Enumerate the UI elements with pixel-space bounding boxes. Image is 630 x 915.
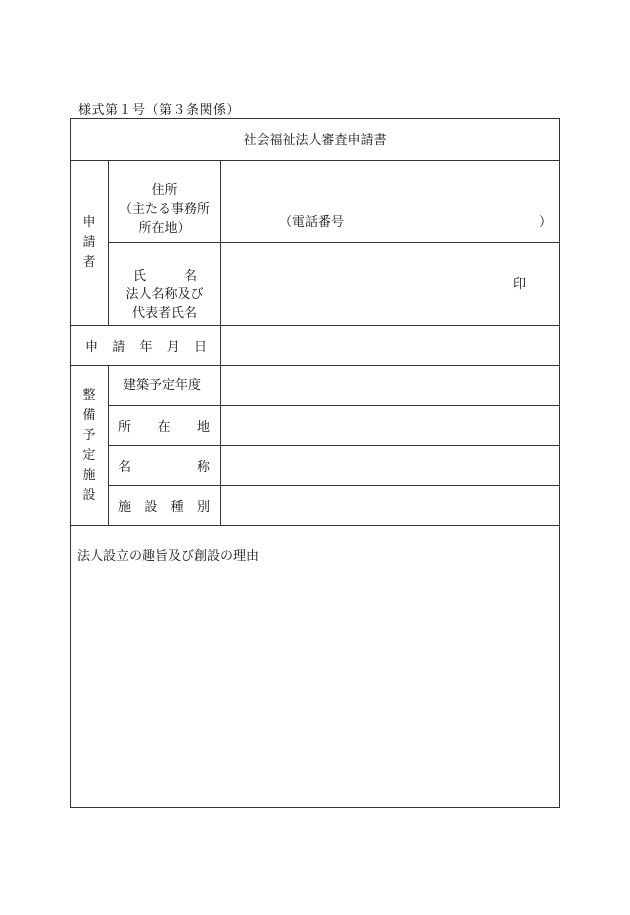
divider-name: [108, 485, 559, 486]
application-date-label: 申 請 年 月 日: [85, 340, 207, 355]
divider-applicant-label: [220, 160, 221, 325]
facility-name-label: 名 称: [118, 460, 210, 475]
divider-facility-label: [220, 365, 221, 525]
phone-field-close: ）: [539, 215, 553, 230]
divider-facility-group: [108, 365, 109, 525]
divider-year: [108, 405, 559, 406]
facility-type-label: 施 設 種 別: [118, 500, 210, 515]
divider-date-label: [220, 325, 221, 365]
name-label-chars: 氏 名: [133, 269, 197, 284]
facility-group-label: 整 備 予 定 施 設: [82, 388, 96, 503]
reason-label: 法人設立の趣旨及び創設の理由: [77, 549, 260, 564]
divider-address: [108, 242, 559, 243]
seal-mark: 印: [513, 277, 527, 292]
divider-date: [71, 365, 559, 366]
divider-facility: [71, 525, 559, 526]
divider-applicant: [71, 325, 559, 326]
divider-title: [71, 160, 559, 161]
application-form: [70, 118, 560, 808]
form-title: 社会福祉法人審査申請書: [243, 133, 387, 148]
phone-field-open: （電話番号: [279, 215, 345, 230]
name-label-lines: 法人名称及び 代表者氏名: [125, 287, 204, 321]
location-label: 所 在 地: [118, 420, 210, 435]
address-label: 住所 （主たる事務所 所在地）: [118, 183, 210, 236]
divider-location: [108, 445, 559, 446]
applicant-group-label: 申 請 者: [82, 215, 96, 270]
form-label: 様式第１号（第３条関係）: [78, 103, 241, 118]
construction-year-label: 建築予定年度: [123, 378, 202, 393]
